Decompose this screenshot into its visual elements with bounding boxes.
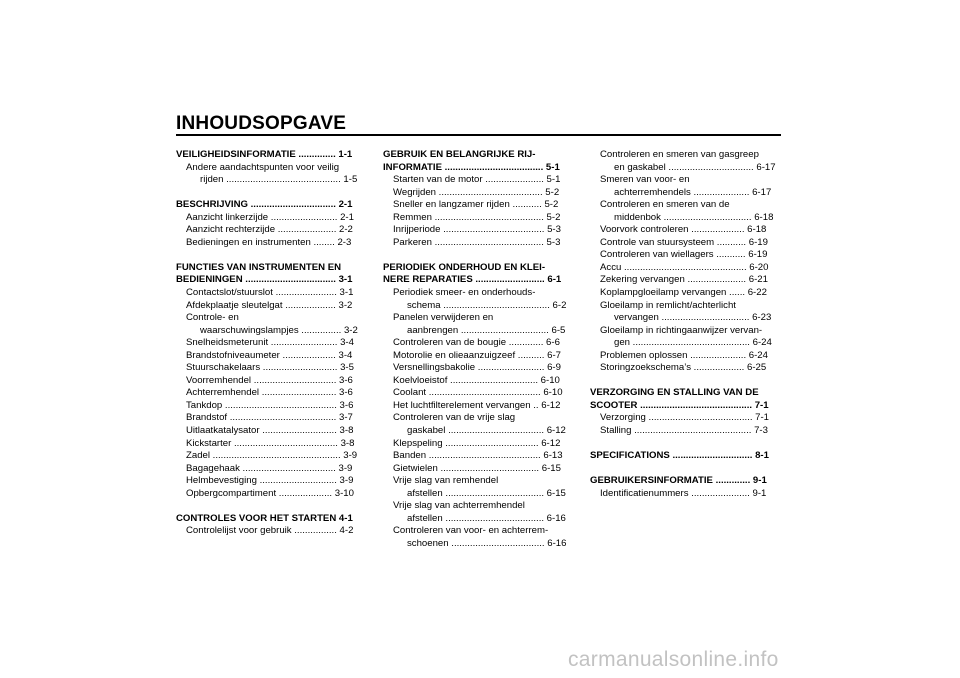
toc-entry: Snelheidsmeterunit ......................... 3-4 (186, 337, 354, 349)
toc-entry: Controleren van voor- en achterrem- (393, 525, 549, 537)
toc-entry: Panelen verwijderen en (393, 312, 494, 324)
toc-chapter-heading: GEBRUIK EN BELANGRIJKE RIJ- (383, 149, 536, 160)
toc-entry: middenbok ................................. 6-18 (614, 211, 774, 223)
toc-entry: gen ............................................ 6-24 (614, 337, 772, 349)
toc-chapter-heading: BESCHRIJVING ................................ 2-1 (176, 199, 353, 211)
toc-entry: Bedieningen en instrumenten ........ 2-3 (186, 236, 352, 248)
toc-entry: Gloeilamp in remlicht/achterlicht (600, 299, 736, 311)
toc-entry: schema ........................................ 6-2 (407, 299, 567, 311)
toc-column-1 (176, 149, 364, 538)
toc-entry: Motorolie en olieaanzuigzeef .......... 6-7 (393, 349, 561, 361)
toc-entry: Voorvork controleren .................... 6-18 (600, 224, 767, 236)
toc-entry: Vrije slag van achterremhendel (393, 500, 525, 512)
toc-entry: Aanzicht linkerzijde ......................... 2-1 (186, 211, 354, 223)
toc-entry: Afdekplaatje sleutelgat ................... 3-2 (186, 299, 353, 311)
toc-column-3 (590, 149, 780, 500)
toc-entry: Controleren van de vrije slag (393, 412, 516, 424)
toc-spacer (176, 249, 364, 262)
toc-entry: Sneller en langzamer rijden ........... 5-2 (393, 199, 559, 211)
toc-entry: achterremhendels ..................... 6-17 (614, 186, 772, 198)
toc-entry: Aanzicht rechterzijde ...................... 2-2 (186, 224, 353, 236)
toc-entry: Stuurschakelaars ............................ 3-5 (186, 362, 354, 374)
toc-entry: Inrijperiode ...................................... 5-3 (393, 224, 561, 236)
toc-entry: Stalling ............................................ 7-3 (600, 425, 768, 437)
toc-entry: aanbrengen ................................. 6-5 (407, 324, 566, 336)
toc-column-2 (383, 149, 572, 551)
toc-entry: Zekering vervangen ...................... 6-21 (600, 274, 768, 286)
toc-spacer (176, 187, 364, 200)
toc-chapter-heading: FUNCTIES VAN INSTRUMENTEN EN (176, 261, 342, 273)
toc-entry: Coolant .......................................... 6-10 (393, 387, 563, 399)
toc-entry: Koplampgloeilamp vervangen ...... 6-22 (600, 287, 767, 299)
toc-entry: afstellen ..................................... 6-16 (407, 512, 566, 524)
toc-spacer (590, 438, 780, 451)
toc-chapter-heading: VERZORGING EN STALLING VAN DE (590, 387, 759, 399)
toc-entry: gaskabel .................................... 6-12 (407, 425, 566, 437)
toc-entry: Accu .............................................. 6-20 (600, 261, 769, 273)
toc-entry: Tankdop .......................................... 3-6 (186, 399, 354, 411)
toc-entry: Achterremhendel ............................ 3-6 (186, 387, 353, 399)
toc-entry: Storingzoekschema’s ................... 6-25 (600, 362, 767, 374)
toc-entry: Controleren en smeren van de (600, 199, 730, 211)
toc-entry: Problemen oplossen ..................... 6-24 (600, 349, 768, 361)
toc-entry: Periodiek smeer- en onderhouds- (393, 287, 536, 299)
toc-chapter-heading: SPECIFICATIONS .............................. 8-1 (590, 450, 769, 462)
toc-entry: Identificatienummers ...................... 9-1 (600, 487, 767, 499)
toc-chapter-heading: SCOOTER .......................................... 7-1 (590, 399, 769, 411)
toc-entry: Parkeren ......................................... 5-3 (393, 236, 561, 248)
toc-entry: Klepspeling ................................... 6-12 (393, 437, 561, 449)
toc-entry: Contactslot/stuurslot ....................... 3-1 (186, 287, 354, 299)
toc-entry: Remmen ......................................... 5-2 (393, 211, 561, 223)
toc-entry: Voorremhendel ............................... 3-6 (186, 374, 353, 386)
toc-entry: vervangen ................................. 6-23 (614, 312, 772, 324)
toc-chapter-heading: VEILIGHEIDSINFORMATIE .............. 1-1 (176, 149, 353, 160)
toc-entry: Brandstofniveaumeter .................... 3-4 (186, 349, 353, 361)
toc-entry: Verzorging ....................................... 7-1 (600, 412, 770, 424)
toc-entry: Wegrijden ....................................... 5-2 (393, 186, 560, 198)
toc-entry: Het luchtfilterelement vervangen .. 6-12 (393, 399, 561, 411)
toc-entry: Vrije slag van remhendel (393, 475, 499, 487)
toc-chapter-heading: GEBRUIKERSINFORMATIE ............. 9-1 (590, 475, 767, 487)
toc-entry: Kickstarter ....................................... 3-8 (186, 437, 355, 449)
toc-spacer (383, 249, 572, 262)
toc-spacer (176, 500, 364, 513)
toc-entry: Banden .......................................... 6-13 (393, 450, 563, 462)
toc-entry: Versnellingsbakolie ......................... 6-9 (393, 362, 561, 374)
toc-entry: Brandstof ........................................ 3-7 (186, 412, 353, 424)
page-title: INHOUDSOPGAVE (176, 113, 347, 134)
toc-entry: Starten van de motor ...................... 5-1 (393, 174, 561, 186)
toc-chapter-heading: INFORMATIE ..................................... 5-1 (383, 161, 560, 173)
toc-entry: Smeren van voor- en (600, 174, 690, 186)
toc-entry: Controle- en (186, 312, 239, 324)
toc-entry: rijden ........................................... 1-5 (200, 174, 358, 186)
toc-entry: Controleren van wiellagers ........... 6-19 (600, 249, 768, 261)
toc-spacer (590, 375, 780, 388)
toc-entry: Andere aandachtspunten voor veilig (186, 161, 340, 173)
toc-entry: Controleren en smeren van gasgreep (600, 149, 759, 160)
toc-entry: Controle van stuursysteem ........... 6-19 (600, 236, 768, 248)
toc-chapter-heading: NERE REPARATIES .......................... 6-1 (383, 274, 562, 286)
toc-entry: Controleren van de bougie ............. 6-6 (393, 337, 560, 349)
toc-entry: Gietwielen ..................................... 6-15 (393, 462, 561, 474)
toc-entry: Controlelijst voor gebruik ................ 4-2 (186, 525, 354, 537)
watermark: carmanualsonline.info (568, 648, 779, 671)
toc-entry: Bagagehaak ................................... 3-9 (186, 462, 353, 474)
toc-entry: Gloeilamp in richtingaanwijzer vervan- (600, 324, 763, 336)
toc-spacer (590, 463, 780, 476)
toc-entry: Koelvloeistof ................................. 6-10 (393, 374, 560, 386)
toc-chapter-heading: BEDIENINGEN .................................. 3-1 (176, 274, 353, 286)
toc-entry: afstellen ..................................... 6-15 (407, 487, 566, 499)
title-underline (176, 134, 781, 136)
toc-entry: waarschuwingslampjes ............... 3-2 (200, 324, 358, 336)
toc-entry: Zadel ................................................ 3-9 (186, 450, 358, 462)
toc-entry: Uitlaatkatalysator ............................ 3-8 (186, 425, 354, 437)
toc-entry: Helmbevestiging ............................. 3-9 (186, 475, 354, 487)
toc-chapter-heading: PERIODIEK ONDERHOUD EN KLEI- (383, 261, 546, 273)
toc-entry: en gaskabel ................................ 6-17 (614, 161, 776, 173)
toc-chapter-heading: CONTROLES VOOR HET STARTEN 4-1 (176, 512, 353, 524)
toc-entry: schoenen ................................... 6-16 (407, 537, 567, 549)
toc-entry: Opbergcompartiment .................... 3-10 (186, 487, 354, 499)
